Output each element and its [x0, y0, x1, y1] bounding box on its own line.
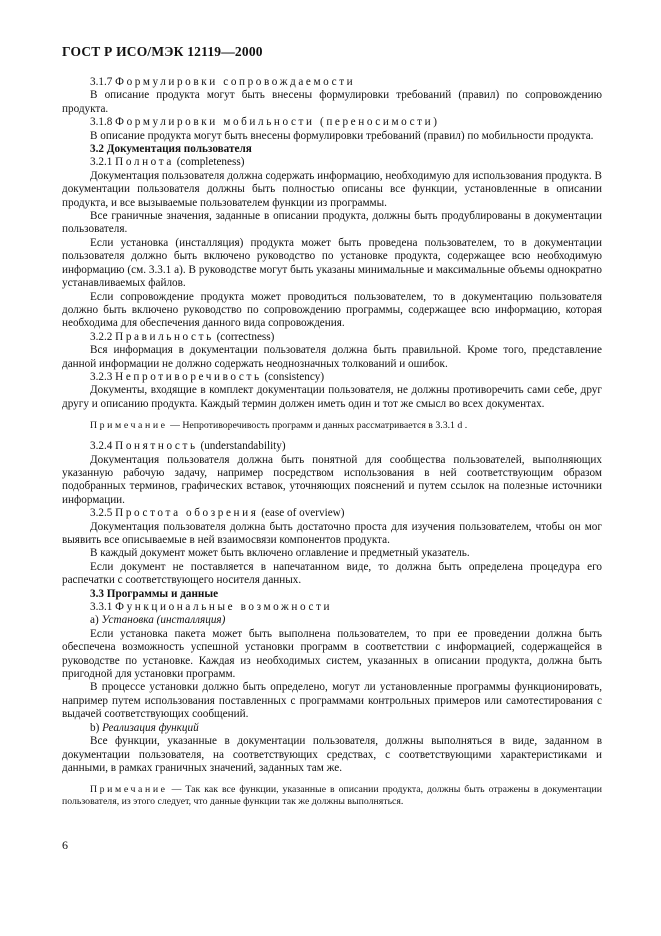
section-3-1-8-heading: 3.1.8 Формулировки мобильности (переносимости): [90, 116, 440, 129]
paragraph: Если установка (инсталляция) продукта может быть проведена пользователем, то в документации пользователя должно быть включено руководство по установке продукта, содержащее всю необходимую информацию (см. 3.3.1 а). В руководстве могут быть указаны минимальные и максимальные объемы однократно устанавливаемых файлов.: [62, 236, 602, 290]
paragraph: Все граничные значения, заданные в описании продукта, должны быть продублированы в документации пользователя.: [62, 210, 602, 236]
note: [62, 784, 602, 808]
note-text: — Непротиворечивость программ и данных рассматривается в 3.3.1 d .: [167, 420, 468, 432]
section-3-2-5-heading: 3.2.5 Простота обозрения (ease of overview): [90, 507, 345, 520]
english-term: (completeness): [176, 156, 245, 169]
item-title: Реализация функций: [102, 721, 199, 734]
section-3-3-1-heading: 3.3.1 Функциональные возможности: [90, 601, 333, 614]
document-body: [62, 76, 602, 816]
paragraph: В описание продукта могут быть внесены формулировки требований (правил) по сопровождению продукта.: [62, 89, 602, 115]
item-b-heading: b) Реализация функций: [90, 721, 199, 734]
section-title: Формулировки мобильности (переносимости): [115, 116, 440, 129]
english-term: (ease of overview): [261, 507, 345, 520]
paragraph: Если сопровождение продукта может проводиться пользователем, то в документацию пользователя должно быть включено руководство по сопровождению программы, содержащее всю информацию, которая необходима для обеспечения данного вида сопровождения.: [62, 290, 602, 330]
item-a-heading: а) Установка (инсталляция): [90, 614, 226, 627]
section-title: Формулировки сопровождаемости: [115, 76, 356, 88]
page-number: 6: [62, 838, 68, 852]
section-3-3-heading: 3.3 Программы и данные: [90, 587, 219, 600]
section-title: Правильность: [115, 330, 214, 343]
section-title: Функциональные возможности: [115, 601, 333, 614]
section-3-2-1-heading: 3.2.1 Полнота (completeness): [90, 156, 245, 169]
note-text: — Так как все функции, указанные в описании продукта, должны быть отражены в документации пользователя, из этого следует, что данные функции так же должны выполняться.: [62, 784, 602, 808]
section-title: Полнота: [115, 156, 174, 169]
paragraph: Документы, входящие в комплект документации пользователя, не должны противоречить сами себе, друг другу и описанию продукта. Каждый термин должен иметь один и тот же смысл во всех документах.: [62, 384, 602, 410]
paragraph: Все функции, указанные в документации пользователя, должны выполняться в виде, заданном в документации пользователя, на соответствующих средствах, с соответствующими характеристиками и данными, в рамках граничных значений, заданных там же.: [62, 735, 602, 774]
paragraph: В каждый документ может быть включено оглавление и предметный указатель.: [90, 547, 470, 560]
paragraph: Если документ не поставляется в напечатанном виде, то должна быть определена процедура его распечатки с соответствующего носителя данных.: [62, 560, 602, 587]
note-label: Примечание: [90, 420, 168, 432]
section-title: Непротиворечивость: [115, 370, 262, 383]
note: [62, 420, 602, 432]
section-3-2-2-heading: 3.2.2 Правильность (correctness): [90, 330, 275, 343]
section-3-2-4-heading: 3.2.4 Понятность (understandability): [90, 440, 286, 453]
note-label: Примечание: [90, 784, 168, 796]
section-3-2-heading: 3.2 Документация пользователя: [90, 143, 252, 156]
paragraph: Документация пользователя должна быть понятной для сообщества пользователей, выполняющих указанную рабочую задачу, например посредством использования в ней соответствующим образом подобранных терминов, графических вставок, уточняющих пояснений и путем ссылок на полезные источники информации.: [62, 453, 602, 506]
english-term: (consistency): [264, 370, 325, 383]
english-term: (understandability): [200, 440, 286, 453]
paragraph: В описание продукта могут быть внесены формулировки требований (правил) по мобильности продукта.: [90, 129, 594, 142]
document-header: ГОСТ Р ИСО/МЭК 12119—2000: [62, 44, 263, 59]
section-title: Простота обозрения: [115, 507, 259, 520]
section-title: Понятность: [115, 440, 198, 453]
paragraph: Документация пользователя должна быть достаточно проста для изучения пользователем, чтобы он мог выявить все описываемые в ней взаимосвязи компонентов продукта.: [62, 520, 602, 546]
paragraph: Документация пользователя должна содержать информацию, необходимую для использования продукта. В документации пользователя должны быть полностью описаны все функции, установленные в описании продукта, и все вызываемые пользователем функции из программы.: [62, 169, 602, 209]
item-title: Установка (инсталляция): [101, 614, 226, 627]
english-term: (correctness): [216, 330, 275, 343]
paragraph: Вся информация в документации пользователя должна быть правильной. Кроме того, представление данной информации не должно содержать неоднозначных толкований и ошибок.: [62, 344, 602, 370]
paragraph: В процессе установки должно быть определено, могут ли установленные программы функционировать, например путем использования поставленных с программами контрольных примеров или самотестирования с выдачей соответствующих сообщений.: [62, 681, 602, 721]
paragraph: Если установка пакета может быть выполнена пользователем, то при ее проведении должна быть обеспечена возможность успешной установки программ в соответствии с информацией, содержащейся в руководстве по установке. Каждая из необходимых систем, указанных в описании продукта, должна быть пригодной для установки программ.: [62, 627, 602, 681]
section-3-2-3-heading: 3.2.3 Непротиворечивость (consistency): [90, 370, 325, 383]
section-3-1-7-heading: 3.1.7 Формулировки сопровождаемости: [90, 76, 356, 88]
